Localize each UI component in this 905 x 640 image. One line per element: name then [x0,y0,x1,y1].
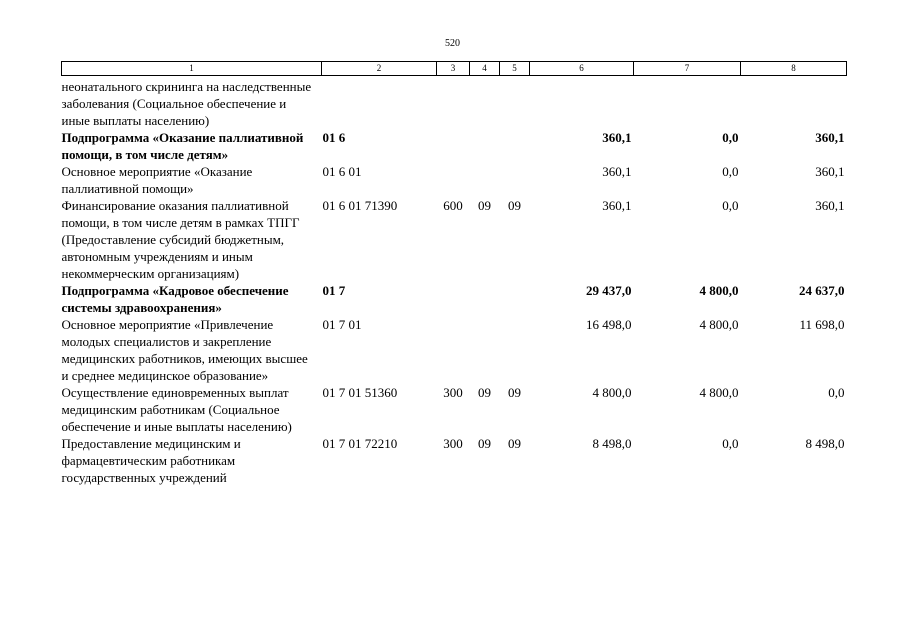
page-number: 520 [445,38,460,49]
row-amount-total: 4 800,0 [592,385,632,400]
row-code: 01 6 [322,130,346,145]
row-expense-type: 300 [443,436,463,451]
table-row [62,384,847,435]
row-subsection: 09 [508,198,521,213]
column-header-5: 5 [500,62,530,76]
row-section: 09 [478,436,491,451]
column-header-3: 3 [437,62,470,76]
column-header-6: 6 [530,62,634,76]
column-header-7: 7 [634,62,741,76]
table-row [62,129,847,163]
row-amount-regional: 0,0 [828,385,845,400]
table-row [62,435,847,486]
row-amount-regional: 24 637,0 [799,283,845,298]
row-amount-total: 360,1 [602,198,632,213]
row-amount-regional: 8 498,0 [805,436,845,451]
row-name: Основное мероприятие «Привлечение молодых специалистов и закрепление медицинских работников, имеющих высшее и среднее медицинское образование» [61,317,308,383]
row-name: Подпрограмма «Кадровое обеспечение системы здравоохранения» [61,283,289,315]
table-row [62,76,847,130]
row-expense-type [437,129,470,163]
column-header-2: 2 [322,62,437,76]
row-section: 09 [478,198,491,213]
row-name: Подпрограмма «Оказание паллиативной помощи, в том числе детям» [61,130,304,162]
row-subsection [500,316,530,384]
row-amount-federal: 0,0 [722,130,739,145]
row-amount-total: 29 437,0 [586,283,632,298]
row-amount-federal [634,76,741,130]
row-expense-type [437,76,470,130]
column-header-4: 4 [470,62,500,76]
table-body [62,76,847,487]
row-code: 01 7 01 72210 [322,436,398,451]
row-amount-federal: 0,0 [722,198,739,213]
row-code: 01 7 01 [322,317,362,332]
row-amount-total: 360,1 [602,130,632,145]
row-amount-total [530,76,634,130]
table-header [62,62,847,76]
row-code: 01 7 01 51360 [322,385,398,400]
row-amount-total: 8 498,0 [592,436,632,451]
row-amount-regional: 11 698,0 [799,317,845,332]
row-amount-federal: 4 800,0 [699,385,739,400]
column-header-1: 1 [62,62,322,76]
row-code [322,76,437,130]
row-subsection [500,163,530,197]
table-row [62,282,847,316]
row-name: Предоставление медицинским и фармацевтическим работникам государственных учреждений [61,436,241,485]
row-name: Осуществление единовременных выплат медицинским работникам (Социальное обеспечение и иные выплаты населению) [61,385,292,434]
row-code: 01 7 [322,283,346,298]
column-number-row [62,62,847,76]
row-amount-federal: 4 800,0 [699,283,739,298]
row-expense-type [437,282,470,316]
table-row [62,197,847,282]
row-section [470,129,500,163]
row-subsection [500,282,530,316]
row-name: неонатального скрининга на наследственные заболевания (Социальное обеспечение и иные выплаты населению) [61,79,312,128]
budget-table [61,61,847,486]
row-amount-federal: 0,0 [722,164,739,179]
table-row [62,316,847,384]
row-subsection: 09 [508,385,521,400]
row-amount-federal: 4 800,0 [699,317,739,332]
row-amount-regional [741,76,847,130]
row-amount-regional: 360,1 [815,130,845,145]
table-row [62,163,847,197]
row-amount-regional: 360,1 [815,164,845,179]
row-amount-regional: 360,1 [815,198,845,213]
row-code: 01 6 01 71390 [322,198,398,213]
row-amount-total: 360,1 [602,164,632,179]
row-section [470,76,500,130]
row-subsection [500,129,530,163]
row-expense-type [437,163,470,197]
row-subsection: 09 [508,436,521,451]
row-amount-total: 16 498,0 [586,317,632,332]
row-section [470,163,500,197]
row-amount-federal: 0,0 [722,436,739,451]
row-section [470,282,500,316]
row-expense-type: 600 [443,198,463,213]
row-expense-type [437,316,470,384]
row-name: Основное мероприятие «Оказание паллиативной помощи» [61,164,253,196]
row-section [470,316,500,384]
row-name: Финансирование оказания паллиативной помощи, в том числе детям в рамках ТПГГ (Предоставление субсидий бюджетным, автономным учреждениям и иным некоммерческим организациям) [61,198,300,281]
column-header-8: 8 [741,62,847,76]
row-subsection [500,76,530,130]
row-section: 09 [478,385,491,400]
row-code: 01 6 01 [322,164,362,179]
row-expense-type: 300 [443,385,463,400]
